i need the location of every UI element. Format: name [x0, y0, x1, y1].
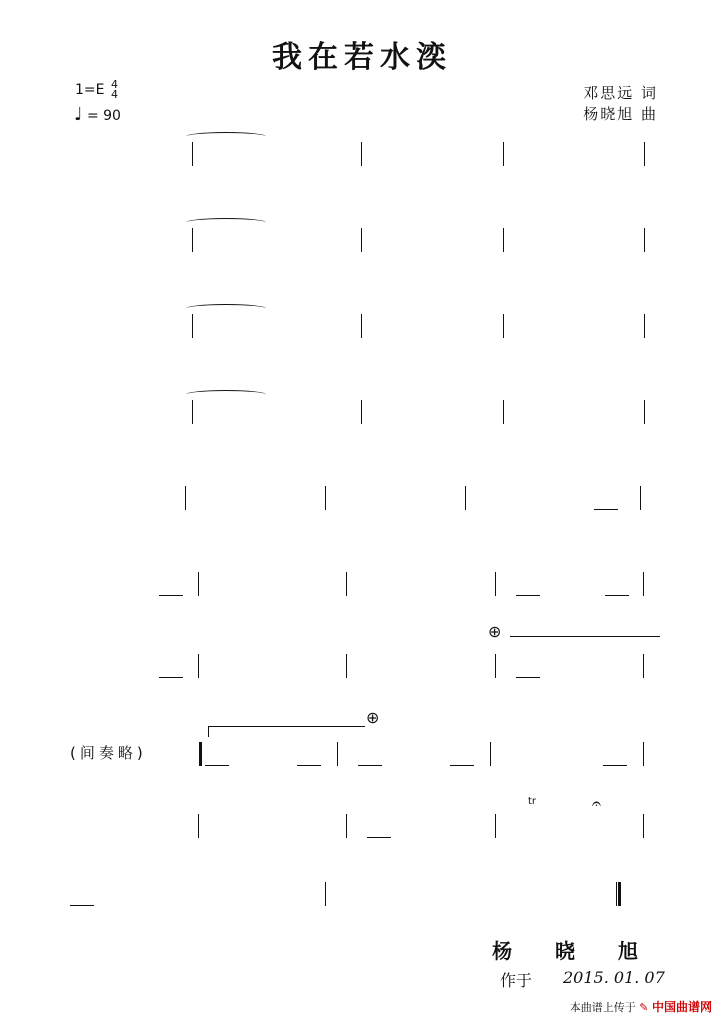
bar-line [465, 486, 466, 510]
bar-line [361, 314, 362, 338]
composer-signature: 杨 晓 旭 [492, 939, 656, 963]
bar-line [185, 486, 186, 510]
bar-line [346, 572, 347, 596]
composition-date: 2015. 01. 07 [563, 968, 665, 987]
bar-line [495, 572, 496, 596]
coda-icon: ⊕ [488, 622, 502, 641]
bar-line [337, 742, 338, 766]
bar-line [192, 142, 193, 166]
repeat-bar [199, 742, 205, 766]
bar-line [640, 486, 641, 510]
upload-footer [570, 998, 712, 1015]
bar-line [503, 314, 504, 338]
eighth-underline [358, 765, 382, 766]
bar-line [644, 228, 645, 252]
time-signature [111, 80, 118, 100]
slur-mark [186, 304, 266, 313]
eighth-underline [450, 765, 474, 766]
eighth-underline [297, 765, 321, 766]
bar-line [644, 314, 645, 338]
page-title: 我在若水湙 [272, 40, 452, 75]
lyricist: 邓思远 词 [583, 84, 658, 102]
composer-credit: 杨晓旭 曲 [583, 105, 658, 123]
coda-icon: ⊕ [366, 708, 380, 727]
key-signature [75, 80, 118, 100]
bar-line [643, 572, 644, 596]
eighth-underline [159, 677, 183, 678]
eighth-underline [516, 677, 540, 678]
bar-line [198, 572, 199, 596]
bar-line [643, 742, 644, 766]
eighth-underline [205, 765, 229, 766]
bar-line [361, 400, 362, 424]
tempo-value: = 90 [86, 108, 121, 124]
bar-line [644, 400, 645, 424]
eighth-underline [603, 765, 627, 766]
eighth-underline [516, 595, 540, 596]
time-sig-bottom: 4 [110, 88, 118, 101]
bar-line [192, 314, 193, 338]
site-logo: 中国曲谱网 [651, 1000, 712, 1014]
written-label: 作于 [500, 971, 533, 990]
slur-mark [186, 218, 266, 227]
trill-mark: tr [528, 796, 537, 807]
bar-line [495, 654, 496, 678]
bar-line [346, 814, 347, 838]
slur-mark [186, 132, 266, 141]
bar-line [325, 882, 326, 906]
bar-line [643, 814, 644, 838]
key-label: 1=E [75, 82, 105, 98]
interlude-label: (间奏略) [70, 744, 147, 762]
bar-line [198, 654, 199, 678]
time-sig-top: 4 [110, 78, 118, 91]
bar-line [361, 142, 362, 166]
quarter-note-icon: ♩ [74, 104, 83, 125]
bar-line [503, 142, 504, 166]
tempo-mark [74, 104, 121, 125]
bar-line [643, 654, 644, 678]
bar-line [503, 400, 504, 424]
eighth-underline [594, 509, 618, 510]
slur-mark [186, 390, 266, 399]
eighth-underline [70, 905, 94, 906]
bar-line [198, 814, 199, 838]
fermata-icon: 𝄐 [592, 794, 601, 813]
eighth-underline [605, 595, 629, 596]
upload-text: 本曲谱上传于 [569, 1001, 636, 1014]
bar-line [325, 486, 326, 510]
site-logo-icon: ✎ [639, 1001, 649, 1014]
bar-line [192, 400, 193, 424]
final-bar [616, 882, 621, 906]
eighth-underline [159, 595, 183, 596]
bar-line [644, 142, 645, 166]
bar-line [495, 814, 496, 838]
bar-line [192, 228, 193, 252]
volta-bracket [208, 726, 365, 737]
bar-line [346, 654, 347, 678]
bar-line [361, 228, 362, 252]
bar-line [490, 742, 491, 766]
coda-line [510, 636, 660, 637]
eighth-underline [367, 837, 391, 838]
bar-line [503, 228, 504, 252]
